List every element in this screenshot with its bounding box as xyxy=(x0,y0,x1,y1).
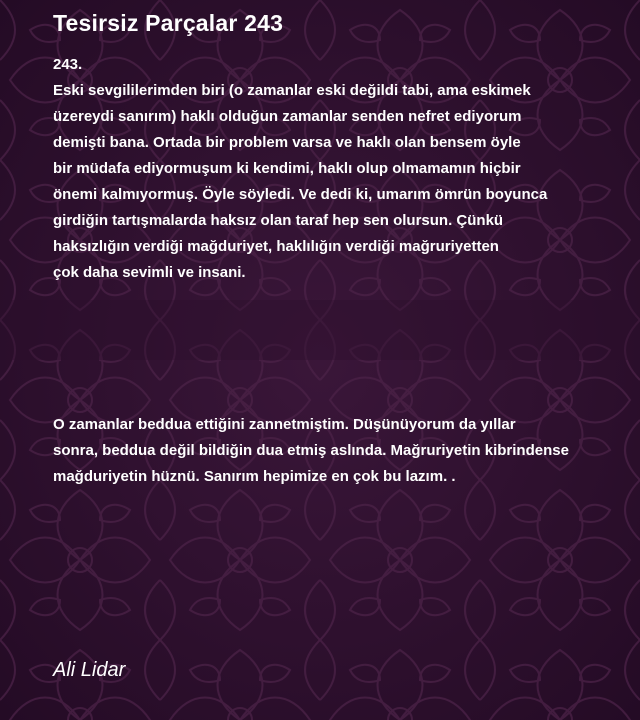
poem-author: Ali Lidar xyxy=(53,659,126,681)
poem-line: demişti bana. Ortada bir problem varsa ve haklı olan bensem öyle xyxy=(53,134,521,151)
poem-line: O zamanlar beddua ettiğini zannetmiştim. Düşünüyorum da yıllar xyxy=(53,416,516,433)
poem-line: 243. xyxy=(53,56,83,73)
poem-line: girdiğin tartışmalarda haksız olan taraf hep sen olursun. Çünkü xyxy=(53,212,504,229)
poem-stanza-2 xyxy=(53,412,569,490)
poem-line: bir müdafa ediyormuşum ki kendimi, haklı olup olmamamın hiçbir xyxy=(53,160,521,177)
poem-line: üzereydi sanırım) haklı olduğun zamanlar senden nefret ediyorum xyxy=(53,108,522,125)
poem-line: haksızlığın verdiği mağduriyet, haklılığın verdiği mağruriyetten xyxy=(53,238,499,255)
poem-line: çok daha sevimli ve insani. xyxy=(53,264,246,281)
poem-line: Eski sevgililerimden biri (o zamanlar eski değildi tabi, ama eskimek xyxy=(53,82,531,99)
poem-stanza-1 xyxy=(53,52,547,286)
poem-line: sonra, beddua değil bildiğin dua etmiş aslında. Mağruriyetin kibrindense xyxy=(53,442,569,459)
poem-title: Tesirsiz Parçalar 243 xyxy=(53,10,284,36)
poem-line: önemi kalmıyormuş. Öyle söyledi. Ve dedi ki, umarım ömrün boyunca xyxy=(53,186,548,203)
poem-line: mağduriyetin hüznü. Sanırım hepimize en çok bu lazım. . xyxy=(53,468,456,485)
